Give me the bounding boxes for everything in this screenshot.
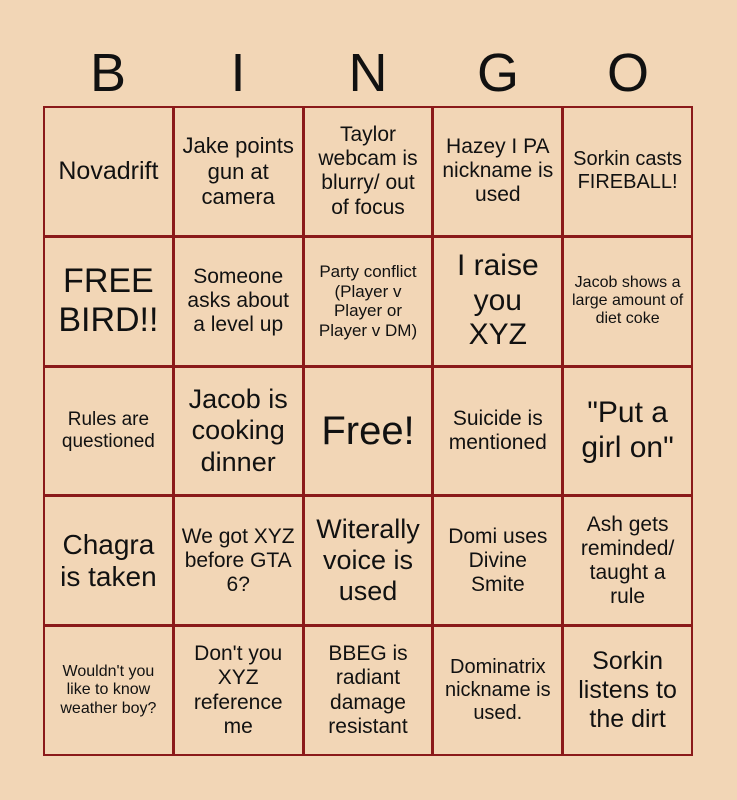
bingo-cell[interactable]: Jacob shows a large amount of diet coke — [564, 238, 691, 365]
bingo-cell-free[interactable]: Free! — [305, 368, 432, 495]
bingo-cell[interactable]: I raise you XYZ — [434, 238, 561, 365]
header-letter-n: N — [348, 43, 388, 103]
bingo-cell[interactable]: Ash gets reminded/ taught a rule — [564, 497, 691, 624]
bingo-cell[interactable]: Hazey I PA nickname is used — [434, 108, 561, 235]
bingo-cell[interactable]: "Put a girl on" — [564, 368, 691, 495]
bingo-cell[interactable]: Suicide is mentioned — [434, 368, 561, 495]
header-letter-o: O — [606, 43, 649, 103]
header-letter-i: I — [230, 43, 246, 103]
bingo-cell[interactable]: We got XYZ before GTA 6? — [175, 497, 302, 624]
bingo-cell[interactable]: Sorkin listens to the dirt — [564, 627, 691, 754]
bingo-cell[interactable]: FREE BIRD!! — [45, 238, 172, 365]
bingo-cell[interactable]: Chagra is taken — [45, 497, 172, 624]
bingo-header — [43, 40, 693, 106]
header-letter-g: G — [476, 43, 519, 103]
bingo-cell[interactable]: Dominatrix nickname is used. — [434, 627, 561, 754]
bingo-board — [43, 106, 693, 756]
header-letter-b: B — [89, 43, 127, 103]
bingo-cell[interactable]: Witerally voice is used — [305, 497, 432, 624]
bingo-cell[interactable]: Taylor webcam is blurry/ out of focus — [305, 108, 432, 235]
bingo-cell[interactable]: Novadrift — [45, 108, 172, 235]
bingo-cell[interactable]: Someone asks about a level up — [175, 238, 302, 365]
bingo-cell[interactable]: BBEG is radiant damage resistant — [305, 627, 432, 754]
bingo-cell[interactable]: Don't you XYZ reference me — [175, 627, 302, 754]
bingo-cell[interactable]: Wouldn't you like to know weather boy? — [45, 627, 172, 754]
bingo-cell[interactable]: Jacob is cooking dinner — [175, 368, 302, 495]
bingo-cell[interactable]: Jake points gun at camera — [175, 108, 302, 235]
bingo-cell[interactable]: Sorkin casts FIREBALL! — [564, 108, 691, 235]
bingo-cell[interactable]: Rules are questioned — [45, 368, 172, 495]
bingo-cell[interactable]: Party conflict (Player v Player or Player v DM) — [305, 238, 432, 365]
bingo-cell[interactable]: Domi uses Divine Smite — [434, 497, 561, 624]
